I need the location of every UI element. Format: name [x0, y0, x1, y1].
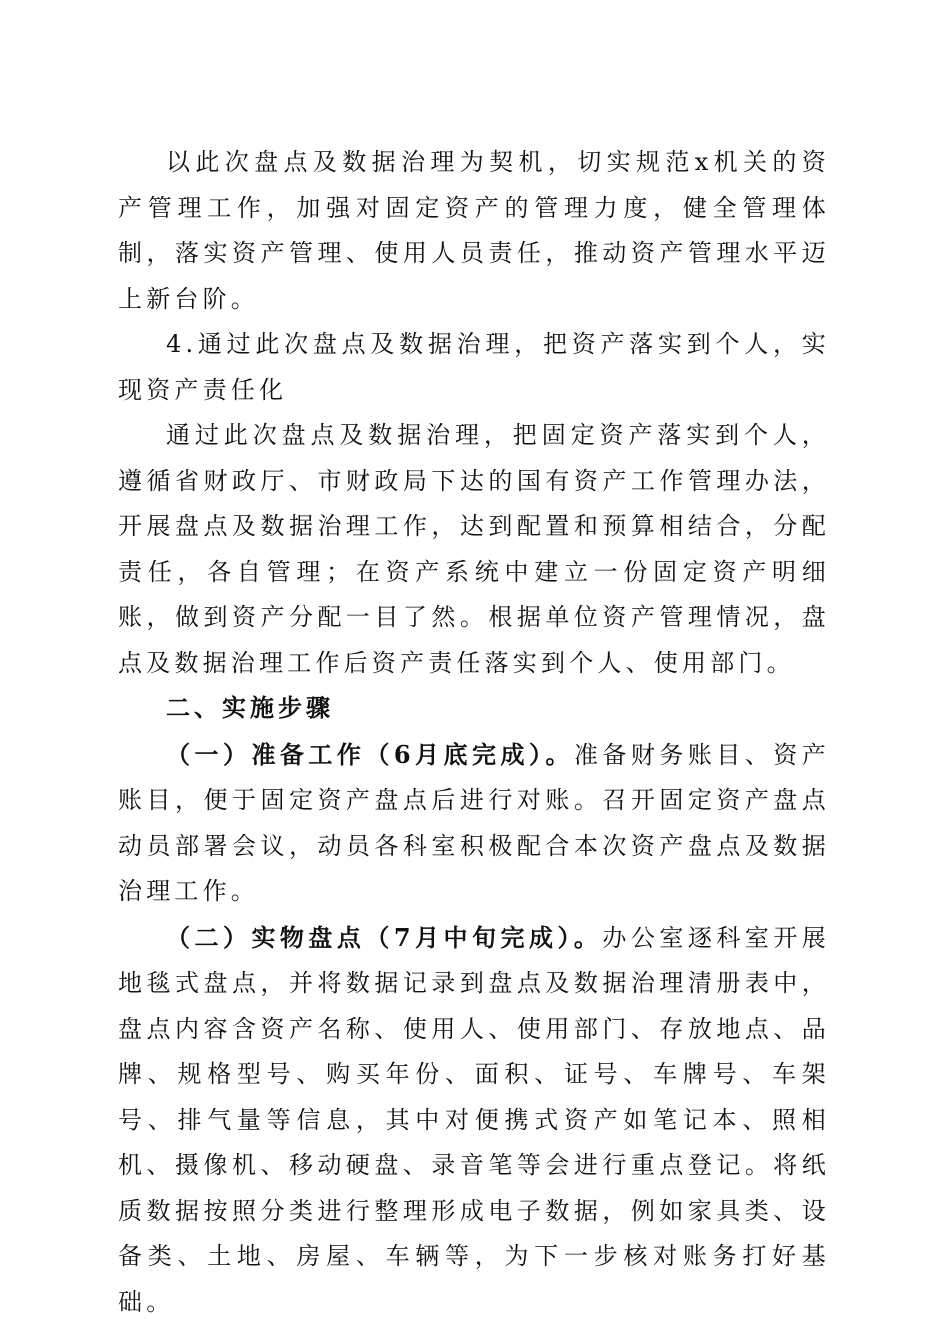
paragraph-item-4-body: 通过此次盘点及数据治理，把固定资产落实到个人，遵循省财政厅、市财政局下达的国有资产工作管理办法，开展盘点及数据治理工作，达到配置和预算相结合，分配责任，各自管理；在资产系统中建立一份固定资产明细账，做到资产分配一目了然。根据单位资产管理情况，盘点及数据治理工作后资产责任落实到个人、使用部门。: [118, 421, 830, 677]
paragraph-step-1: [118, 732, 830, 915]
section-heading-implementation-steps: 二、实施步骤: [166, 694, 334, 722]
paragraph-item-4-title: 4.通过此次盘点及数据治理，把资产落实到个人，实现资产责任化: [118, 330, 830, 404]
step-2-body: 办公室逐科室开展地毯式盘点，并将数据记录到盘点及数据治理清册表中，盘点内容含资产名称、使用人、使用部门、存放地点、品牌、规格型号、购买年份、面积、证号、车牌号、车架号、排气量等信息，其中对便携式资产如笔记本、照相机、摄像机、移动硬盘、录音笔等会进行重点登记。将纸质数据按照分类进行整理形成电子数据，例如家具类、设备类、土地、房屋、车辆等，为下一步核对账务打好基础。: [118, 923, 830, 1316]
paragraph-purpose: 以此次盘点及数据治理为契机，切实规范x机关的资产管理工作，加强对固定资产的管理力度，健全管理体制，落实资产管理、使用人员责任，推动资产管理水平迈上新台阶。: [118, 148, 830, 313]
step-2-title: （二）实物盘点（7月中旬完成）。: [166, 922, 603, 952]
step-1-body: 准备财务账目、资产账目，便于固定资产盘点后进行对账。召开固定资产盘点动员部署会议，动员各科室积极配合本次资产盘点及数据治理工作。: [118, 740, 830, 905]
document-body: [118, 140, 830, 1325]
step-1-title: （一）准备工作（6月底完成）。: [166, 739, 574, 769]
paragraph-step-2: [118, 915, 830, 1326]
